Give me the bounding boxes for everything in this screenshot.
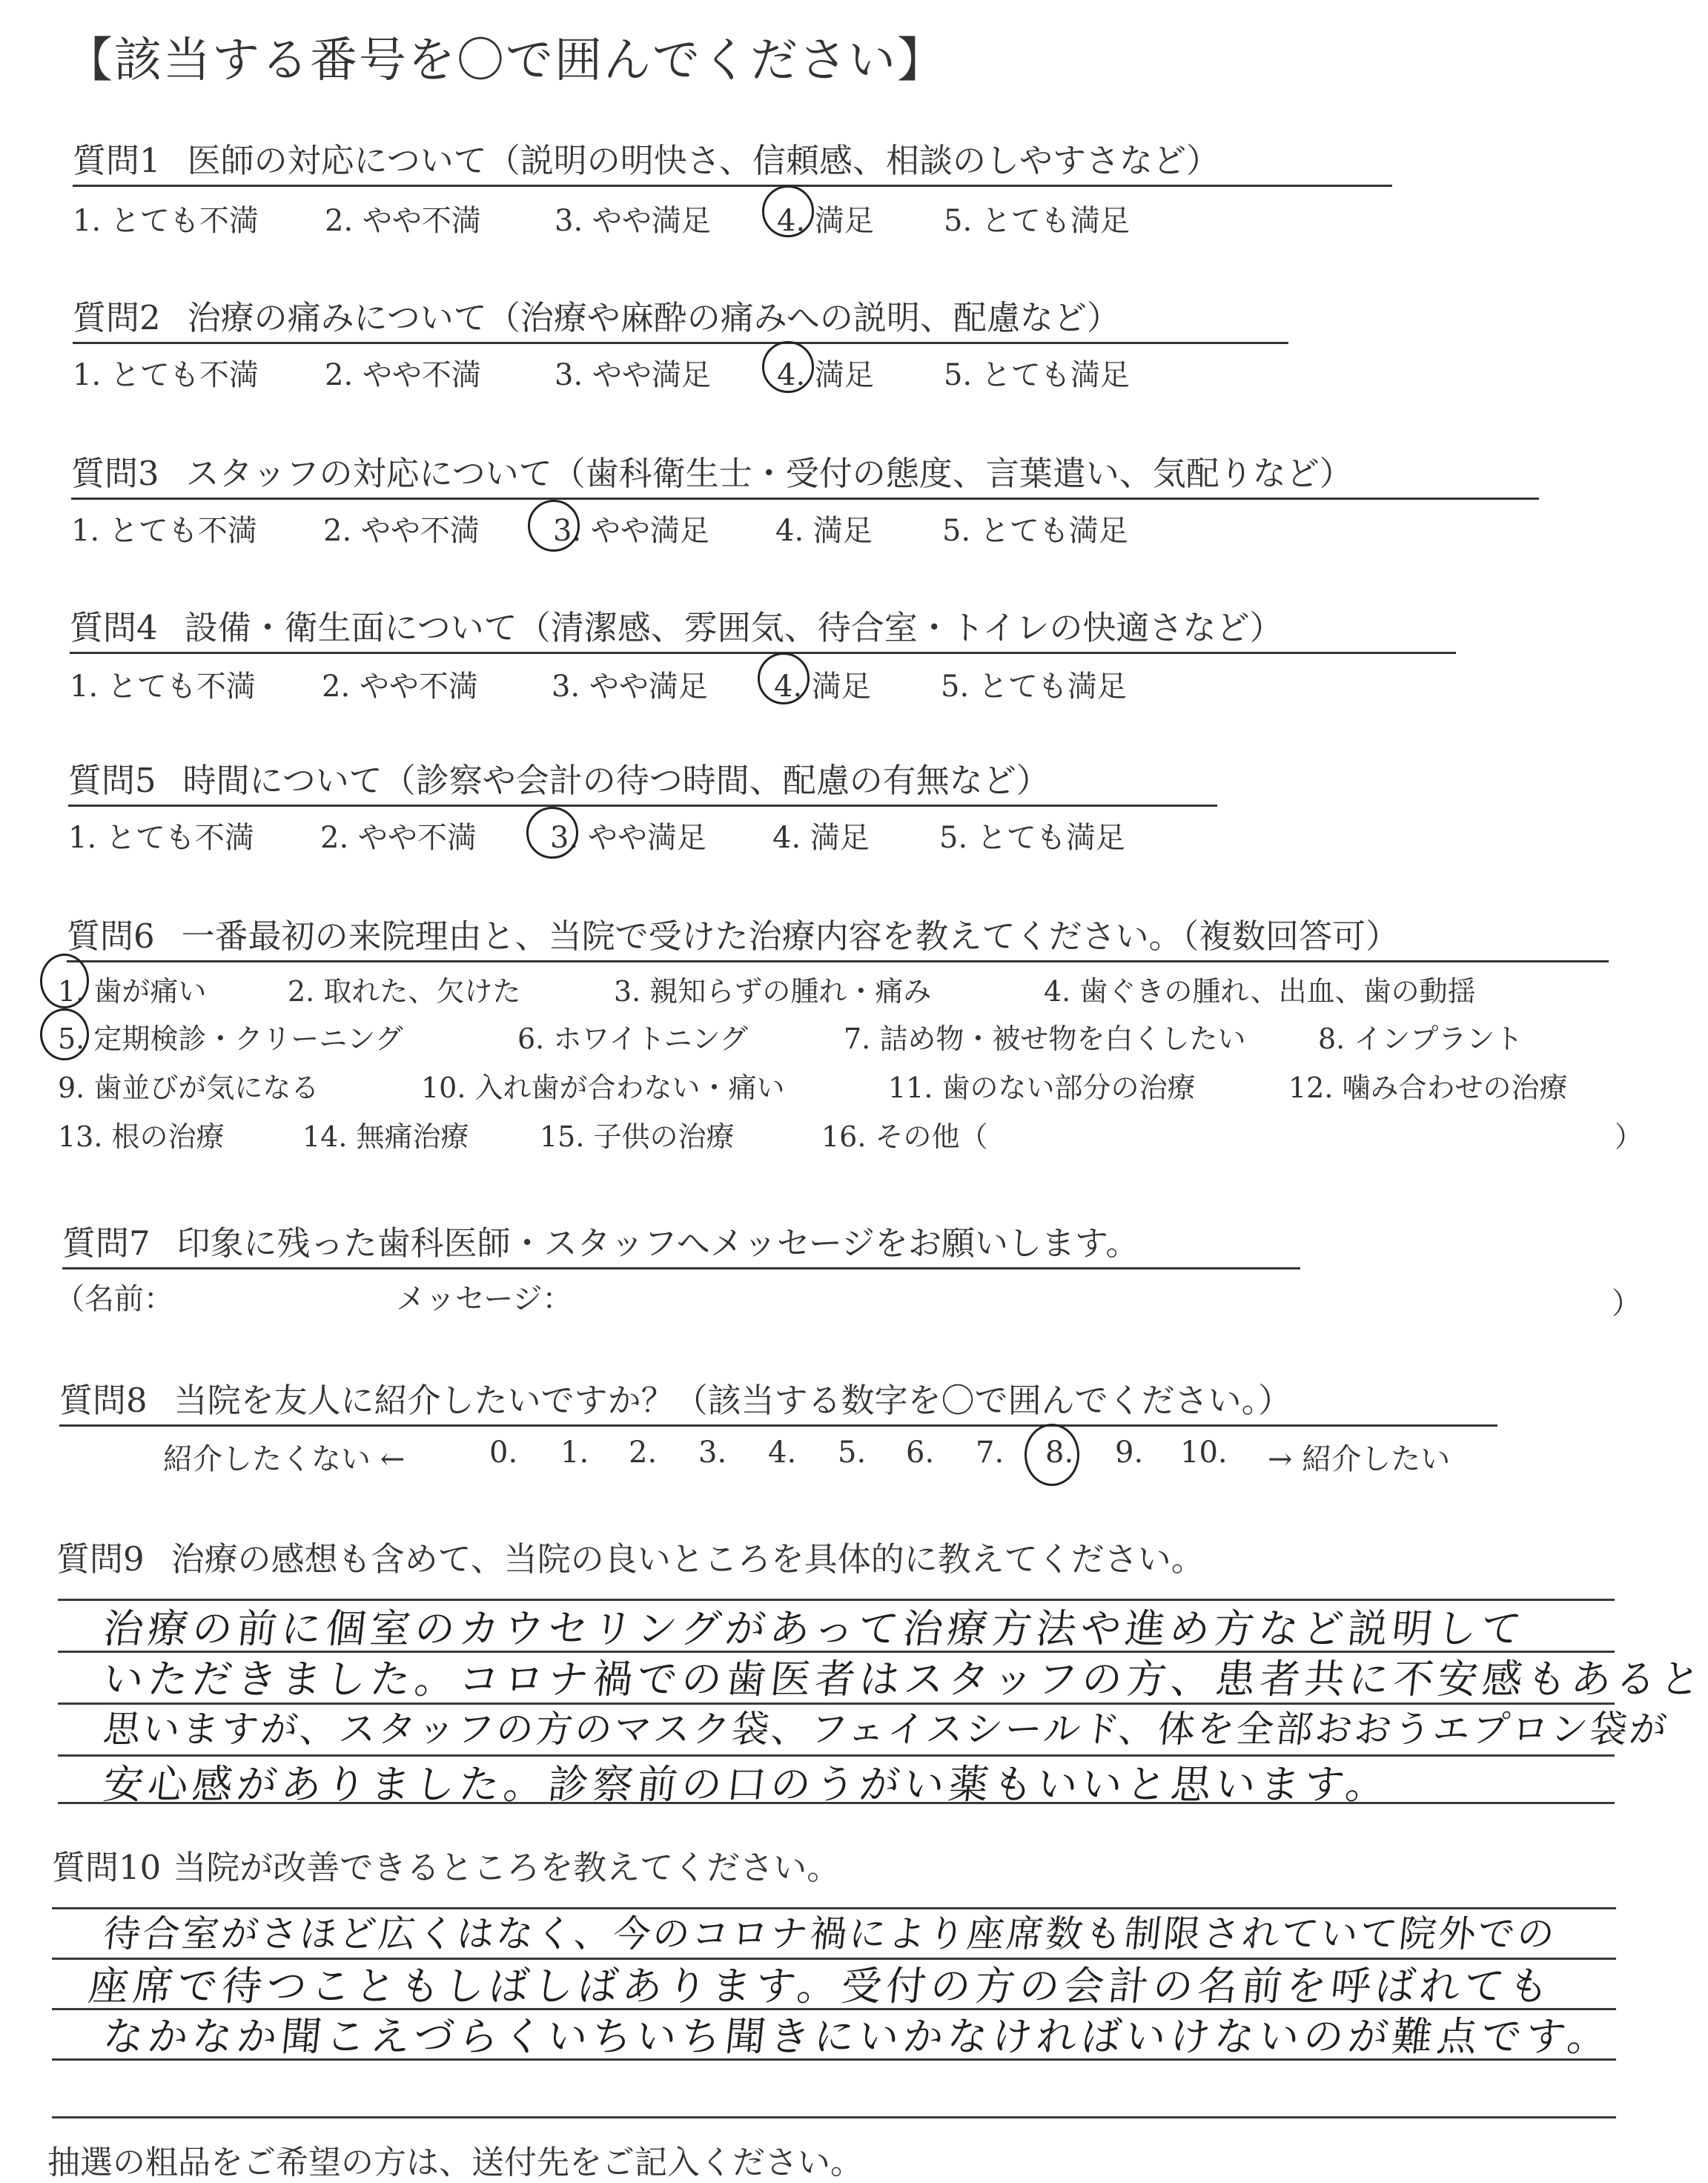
q10-answer-line-5 xyxy=(52,2116,1616,2118)
q5-selection-circle xyxy=(526,807,578,859)
q2-selection-circle xyxy=(762,341,814,393)
q10-answer-text-3: なかなか聞こえづらくいちいち聞きにいかなければいけないのが難点です。 xyxy=(101,2013,1615,2060)
q3-text: スタッフの対応について（歯科衛生士・受付の態度、言葉遣い、気配りなど） xyxy=(185,454,1353,493)
q1-selection-circle xyxy=(762,185,814,237)
q1-option-3[interactable]: 3. やや満足 xyxy=(555,204,711,238)
q8-selection-circle xyxy=(1025,1424,1079,1486)
q6-selection-circle-5 xyxy=(40,1008,89,1060)
q4-number: 質問4 xyxy=(70,608,158,647)
q7-close-paren: ） xyxy=(1612,1287,1641,1321)
q6-number: 質問6 xyxy=(67,917,155,956)
q6-option-11[interactable]: 11. 歯のない部分の治療 xyxy=(888,1071,1196,1104)
q5-option-2[interactable]: 2. やや不満 xyxy=(320,821,477,855)
q1-number: 質問1 xyxy=(73,141,161,180)
q3-selection-circle xyxy=(528,500,580,552)
q6-option-14[interactable]: 14. 無痛治療 xyxy=(302,1120,469,1153)
q6-option-4[interactable]: 4. 歯ぐきの腫れ、出血、歯の動揺 xyxy=(1044,975,1476,1008)
q1-text: 医師の対応について（説明の明快さ、信頼感、相談のしやすさなど） xyxy=(187,141,1219,180)
q2-heading xyxy=(73,291,1288,344)
q9-number: 質問9 xyxy=(56,1539,145,1579)
q8-option-10[interactable]: 10. xyxy=(1180,1436,1228,1470)
q7-heading xyxy=(62,1216,1300,1269)
q10-heading xyxy=(52,1840,840,1892)
q8-heading xyxy=(59,1373,1497,1427)
q4-selection-circle xyxy=(758,653,810,704)
page-title: 【該当する番号を〇で囲んでください】 xyxy=(65,33,946,88)
q6-option-10[interactable]: 10. 入れ歯が合わない・痛い xyxy=(421,1071,785,1104)
q8-option-6[interactable]: 6. xyxy=(906,1436,935,1470)
q4-option-5[interactable]: 5. とても満足 xyxy=(941,670,1127,704)
q6-close-paren: ） xyxy=(1615,1120,1644,1153)
q10-number: 質問10 xyxy=(52,1848,162,1887)
q2-option-2[interactable]: 2. やや不満 xyxy=(325,358,481,392)
q6-option-2[interactable]: 2. 取れた、欠けた xyxy=(288,975,521,1008)
q3-number: 質問3 xyxy=(71,454,159,493)
q1-option-4[interactable]: 4. 満足 xyxy=(777,204,874,238)
q9-answer-text-2: いただきました。コロナ禍での歯医者はスタッフの方、患者共に不安感もあると xyxy=(101,1656,1707,1703)
q3-option-3[interactable]: 3. やや満足 xyxy=(553,514,709,548)
q8-text: 当院を友人に紹介したいですか？（該当する数字を〇で囲んでください。） xyxy=(173,1381,1292,1420)
q5-option-5[interactable]: 5. とても満足 xyxy=(939,821,1125,855)
q10-answer-text-2: 座席で待つこともしばしばあります。受付の方の会計の名前を呼ばれても xyxy=(86,1963,1556,2009)
q8-option-2[interactable]: 2. xyxy=(629,1436,658,1470)
q6-option-16[interactable]: 16. その他（ xyxy=(821,1120,988,1153)
q9-answer-text-1: 治療の前に個室のカウセリングがあって治療方法や進め方など説明して xyxy=(101,1605,1529,1652)
q4-heading xyxy=(70,601,1456,654)
q5-number: 質問5 xyxy=(68,761,156,800)
q2-option-1[interactable]: 1. とても不満 xyxy=(73,358,259,392)
q8-left-label: 紹介したくない ← xyxy=(163,1442,406,1476)
q7-name-field[interactable] xyxy=(203,1275,426,1311)
q6-option-6[interactable]: 6. ホワイトニング xyxy=(517,1023,748,1055)
q6-option-5[interactable]: 5. 定期検診・クリーニング xyxy=(58,1023,403,1055)
q3-option-1[interactable]: 1. とても不満 xyxy=(71,514,257,548)
q8-option-8[interactable]: 8. xyxy=(1045,1436,1074,1470)
q8-option-9[interactable]: 9. xyxy=(1115,1436,1144,1470)
q6-selection-circle-1 xyxy=(40,954,89,1008)
q4-option-4[interactable]: 4. 満足 xyxy=(774,670,871,704)
q8-option-0[interactable]: 0. xyxy=(489,1436,518,1470)
q8-option-5[interactable]: 5. xyxy=(838,1436,867,1470)
q3-option-4[interactable]: 4. 満足 xyxy=(775,514,873,548)
q1-option-2[interactable]: 2. やや不満 xyxy=(325,204,481,238)
q6-heading xyxy=(67,909,1609,962)
q5-option-1[interactable]: 1. とても不満 xyxy=(68,821,254,855)
q7-message-label: メッセージ： xyxy=(396,1282,572,1316)
q2-option-3[interactable]: 3. やや満足 xyxy=(555,358,711,392)
q2-text: 治療の痛みについて（治療や麻酔の痛みへの説明、配慮など） xyxy=(187,298,1120,337)
q8-option-1[interactable]: 1. xyxy=(560,1436,589,1470)
q6-option-13[interactable]: 13. 根の治療 xyxy=(58,1120,225,1153)
q6-option-7[interactable]: 7. 詰め物・被せ物を白くしたい xyxy=(844,1023,1246,1055)
q7-text: 印象に残った歯科医師・スタッフへメッセージをお願いします。 xyxy=(176,1223,1139,1263)
q6-text: 一番最初の来院理由と、当院で受けた治療内容を教えてください。（複数回答可） xyxy=(181,917,1400,956)
q3-option-5[interactable]: 5. とても満足 xyxy=(942,514,1128,548)
q6-option-12[interactable]: 12. 噛み合わせの治療 xyxy=(1288,1071,1568,1104)
q8-right-label: → 紹介したい xyxy=(1268,1442,1451,1476)
q5-text: 時間について（診察や会計の待つ時間、配慮の有無など） xyxy=(182,761,1050,800)
q5-option-3[interactable]: 3. やや満足 xyxy=(550,821,706,855)
q10-text: 当院が改善できるところを教えてください。 xyxy=(173,1848,841,1887)
footer-text: 抽選の粗品をご希望の方は、送付先をご記入ください。 xyxy=(47,2144,863,2182)
q1-option-1[interactable]: 1. とても不満 xyxy=(73,204,259,238)
q9-heading xyxy=(56,1532,1205,1583)
q1-option-5[interactable]: 5. とても満足 xyxy=(944,204,1130,238)
q4-text: 設備・衛生面について（清潔感、雰囲気、待合室・トイレの快適さなど） xyxy=(184,608,1283,647)
q6-option-3[interactable]: 3. 親知らずの腫れ・痛み xyxy=(614,975,932,1008)
q6-option-1[interactable]: 1. 歯が痛い xyxy=(58,975,207,1008)
q8-option-3[interactable]: 3. xyxy=(698,1436,727,1470)
q8-number: 質問8 xyxy=(59,1381,148,1420)
q9-text: 治療の感想も含めて、当院の良いところを具体的に教えてください。 xyxy=(171,1539,1205,1579)
q6-option-9[interactable]: 9. 歯並びが気になる xyxy=(58,1071,320,1104)
q3-heading xyxy=(71,446,1539,500)
q9-answer-text-3: 思いますが、スタッフの方のマスク袋、フェイスシールド、体を全部おおうエプロン袋が xyxy=(101,1708,1672,1751)
q9-answer-text-4: 安心感がありました。診察前の口のうがい薬もいいと思います。 xyxy=(101,1761,1393,1808)
q6-option-8[interactable]: 8. インプラント xyxy=(1318,1023,1523,1055)
q7-message-field[interactable] xyxy=(618,1275,1582,1311)
q1-heading xyxy=(73,133,1392,187)
q2-option-4[interactable]: 4. 満足 xyxy=(777,358,874,392)
q3-option-2[interactable]: 2. やや不満 xyxy=(323,514,480,548)
q7-name-label: （名前： xyxy=(55,1282,173,1316)
q8-option-7[interactable]: 7. xyxy=(976,1436,1004,1470)
q5-heading xyxy=(68,753,1217,807)
q2-number: 質問2 xyxy=(73,298,161,337)
q2-option-5[interactable]: 5. とても満足 xyxy=(944,358,1130,392)
q4-option-3[interactable]: 3. やや満足 xyxy=(552,670,708,704)
q6-option-15[interactable]: 15. 子供の治療 xyxy=(540,1120,735,1153)
q10-answer-text-1: 待合室がさほど広くはなく、今のコロナ禍により座席数も制限されていて院外での xyxy=(101,1912,1559,1955)
q8-option-4[interactable]: 4. xyxy=(768,1436,797,1470)
q5-option-4[interactable]: 4. 満足 xyxy=(772,821,870,855)
q7-number: 質問7 xyxy=(62,1223,150,1263)
q4-option-1[interactable]: 1. とても不満 xyxy=(70,670,256,704)
q4-option-2[interactable]: 2. やや不満 xyxy=(322,670,478,704)
